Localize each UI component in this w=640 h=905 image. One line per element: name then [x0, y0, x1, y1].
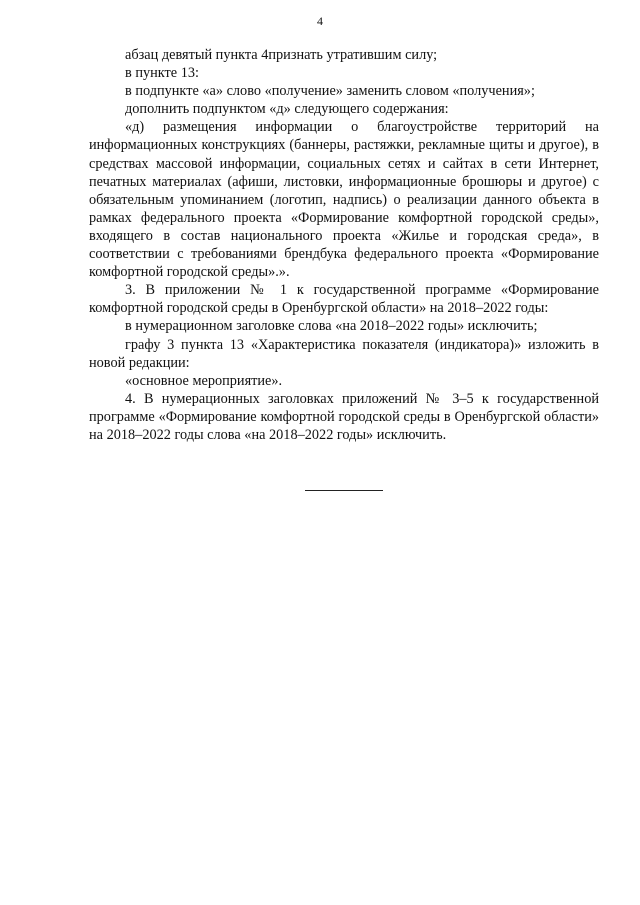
paragraph-subpoint-a: в подпункте «а» слово «получение» заменить словом «получения»;	[125, 83, 535, 100]
paragraph-item-4: 4. В нумерационных заголовках приложений № 3–5 к государственной программе «Формирование комфортной городской среды в Оренбургской области» на 2018–2022 годы слова «на 2018–2022 годы» исключить.	[89, 390, 599, 443]
paragraph-subpoint-d-text: «д) размещения информации о благоустройстве территорий на информационных конструкциях (баннеры, растяжки, рекламные щиты и другое), в средствах массовой информации, социальных сетях и сайтах в сети Интернет, печатных материалах (афиши, листовки, информационные брошюры и другое) с обязательным упоминанием (логотип, надпись) о реализации данного объекта в рамках федерального проекта «Формирование комфортной городской среды», входящего в состав национального проекта «Жилье и городская среда», в соответствии с требованиями брендбука федерального проекта «Формирование комфортной городской среды».».	[89, 119, 599, 281]
paragraph-repeal-clause: абзац девятый пункта 4признать утратившим силу;	[125, 47, 438, 63]
paragraph-item-3: 3. В приложении № 1 к государственной программе «Формирование комфортной городской среды в Оренбургской области» на 2018–2022 годы:	[89, 282, 599, 317]
paragraph-main-event: «основное мероприятие».	[125, 372, 283, 389]
paragraph-add-subpoint-d: дополнить подпунктом «д» следующего содержания:	[125, 101, 449, 118]
document-body	[89, 46, 599, 444]
paragraph-numbering-header: в нумерационном заголовке слова «на 2018–2022 годы» исключить;	[125, 318, 538, 335]
closing-divider	[305, 490, 383, 491]
paragraph-point-13: в пункте 13:	[125, 65, 199, 82]
paragraph-column-3: графу 3 пункта 13 «Характеристика показателя (индикатора)» изложить в новой редакции:	[89, 336, 599, 371]
page-number: 4	[317, 14, 323, 28]
